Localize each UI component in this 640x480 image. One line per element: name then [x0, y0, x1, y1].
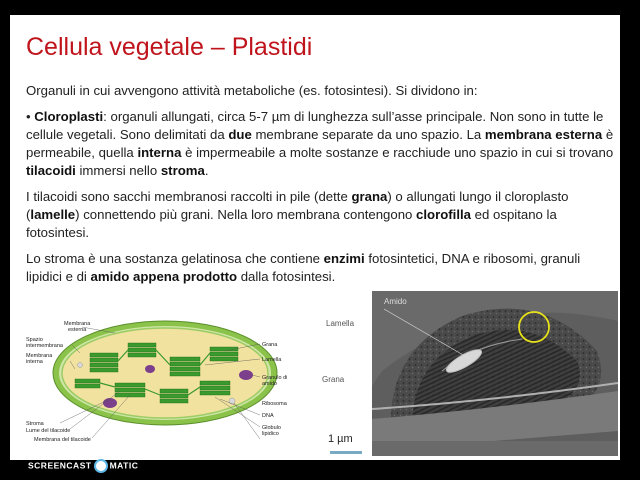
watermark-line2: SCREENCAST MATIC	[28, 459, 138, 473]
label-starch: Granulo di	[262, 375, 288, 381]
label-lipid-globule: Globulo	[262, 425, 281, 431]
inner-membrane	[62, 328, 268, 418]
slide-body	[26, 82, 617, 294]
label-dna: DNA	[262, 413, 274, 419]
lipid-globule	[78, 363, 83, 368]
starch-granule	[103, 398, 117, 408]
label-stroma: Stroma	[26, 421, 44, 427]
chloroplast-diagram	[20, 295, 310, 455]
slide	[10, 15, 620, 460]
chloroplast-paragraph: • Cloroplasti: organuli allungati, circa 5-7 µm di lunghezza sull’asse principale. Non sono in tutte le cellule vegetali. Sono delimitati da due membrane separate da uno spazio. La membrana esterna è permeabile, quella interna è impermeabile a molte sostanze e racchiude uno spazio in cui si trovano tilacoidi immersi nello stroma.	[26, 109, 617, 178]
label-inner-membrane: Membrana	[26, 353, 53, 359]
label-ribosome: Ribosoma	[262, 401, 287, 407]
label-intermembrane-2: intermembrana	[26, 343, 63, 349]
watermark-line1: RECORDED WITH	[28, 450, 93, 459]
label-lamella: Lamella	[262, 357, 282, 363]
micrograph-label-grana: Grana	[322, 375, 345, 384]
label-inner-membrane-2: interna	[26, 359, 43, 365]
screencast-logo-icon	[94, 459, 108, 473]
scale-label: 1 µm	[328, 433, 353, 445]
scale-bar	[330, 451, 362, 454]
label-outer-membrane: Membrana	[64, 321, 91, 327]
electron-micrograph	[372, 291, 618, 456]
starch-granule	[145, 365, 155, 373]
starch-granule	[239, 370, 253, 380]
micrograph-label-lamella: Lamella	[326, 319, 355, 328]
screencast-watermark	[28, 450, 138, 473]
intro-paragraph: Organuli in cui avvengono attività metaboliche (es. fotosintesi). Si dividono in:	[26, 83, 478, 98]
label-thylakoid-membrane: Membrana del tilacoide	[34, 437, 91, 443]
label-intermembrane: Spazio	[26, 337, 43, 343]
label-outer-membrane-2: esterna	[68, 327, 87, 333]
label-starch-2: amido	[262, 381, 277, 387]
stroma-paragraph: Lo stroma è una sostanza gelatinosa che contiene enzimi fotosintetici, DNA e ribosomi, granuli lipidici e di amido appena prodotto dalla fotosintesi.	[26, 251, 584, 284]
slide-title: Cellula vegetale – Plastidi	[26, 33, 313, 61]
micrograph-label-amido: Amido	[384, 297, 407, 306]
thylakoid-paragraph: I tilacoidi sono sacchi membranosi raccolti in pile (dette grana) o allungati lungo il cloroplasto (lamelle) connettendo più grani. Nella loro membrana contengono clorofilla ed ospitano la fotosintesi.	[26, 189, 573, 240]
label-grana: Grana	[262, 342, 278, 348]
label-lipid-globule-2: lipidico	[262, 431, 279, 437]
label-thylakoid-lumen: Lume del tilacoide	[26, 428, 71, 434]
micrograph-image	[372, 291, 618, 456]
